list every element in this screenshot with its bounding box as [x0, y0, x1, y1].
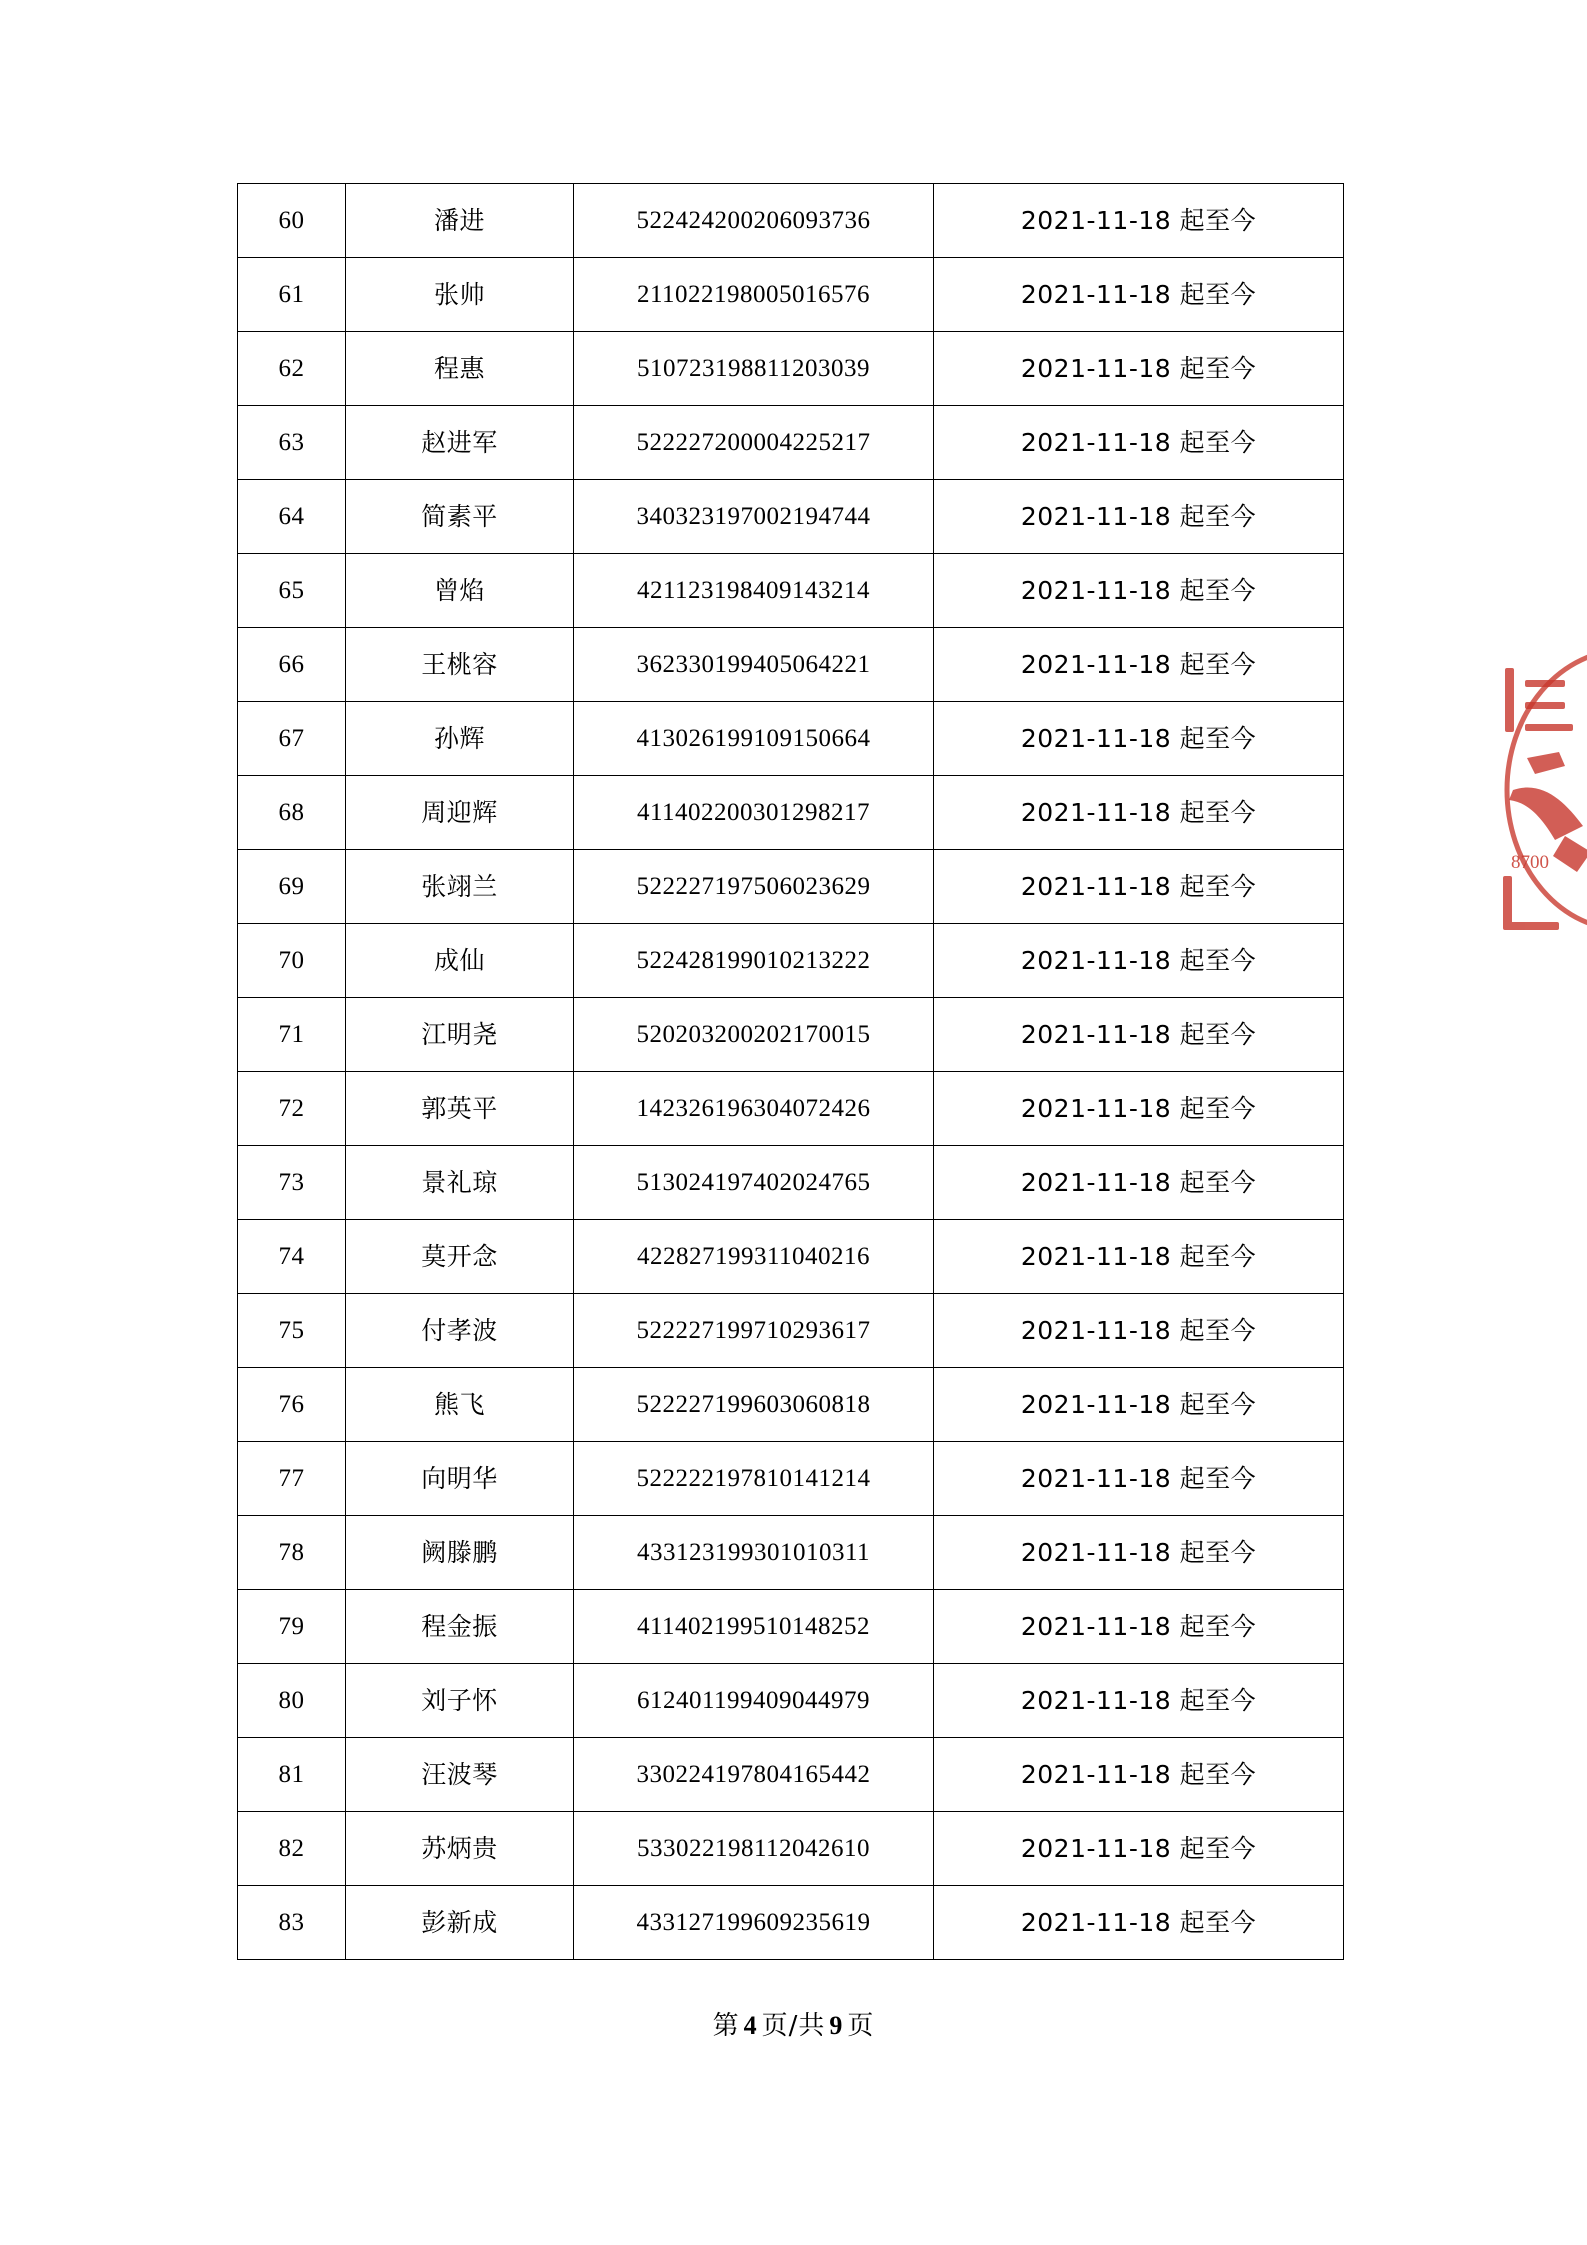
row-id: 612401199409044979 — [574, 1664, 934, 1738]
table-row — [238, 1368, 1344, 1442]
row-index: 78 — [238, 1516, 346, 1590]
row-name: 简素平 — [346, 480, 574, 554]
footer-middle: 页/共 — [761, 2011, 826, 2041]
row-date: 2021-11-18 起至今 — [934, 1886, 1344, 1960]
row-name: 苏炳贵 — [346, 1812, 574, 1886]
row-name: 景礼琼 — [346, 1146, 574, 1220]
row-date: 2021-11-18 起至今 — [934, 258, 1344, 332]
table-row — [238, 184, 1344, 258]
row-name: 彭新成 — [346, 1886, 574, 1960]
row-index: 66 — [238, 628, 346, 702]
roster-table-body — [238, 184, 1344, 1960]
row-index: 61 — [238, 258, 346, 332]
row-date: 2021-11-18 起至今 — [934, 406, 1344, 480]
row-name: 江明尧 — [346, 998, 574, 1072]
row-name: 莫开念 — [346, 1220, 574, 1294]
table-row — [238, 332, 1344, 406]
row-name: 王桃容 — [346, 628, 574, 702]
table-row — [238, 1220, 1344, 1294]
row-date: 2021-11-18 起至今 — [934, 924, 1344, 998]
row-index: 68 — [238, 776, 346, 850]
table-row — [238, 998, 1344, 1072]
row-name: 阙滕鹏 — [346, 1516, 574, 1590]
row-index: 73 — [238, 1146, 346, 1220]
row-id: 522227199710293617 — [574, 1294, 934, 1368]
row-id: 340323197002194744 — [574, 480, 934, 554]
table-row — [238, 258, 1344, 332]
row-id: 522222197810141214 — [574, 1442, 934, 1516]
row-date: 2021-11-18 起至今 — [934, 628, 1344, 702]
row-name: 汪波琴 — [346, 1738, 574, 1812]
table-row — [238, 1886, 1344, 1960]
table-row — [238, 1294, 1344, 1368]
row-index: 63 — [238, 406, 346, 480]
row-index: 67 — [238, 702, 346, 776]
row-id: 522424200206093736 — [574, 184, 934, 258]
row-date: 2021-11-18 起至今 — [934, 1516, 1344, 1590]
row-id: 510723198811203039 — [574, 332, 934, 406]
row-date: 2021-11-18 起至今 — [934, 1442, 1344, 1516]
row-name: 向明华 — [346, 1442, 574, 1516]
page-footer — [0, 2005, 1587, 2042]
table-row — [238, 1812, 1344, 1886]
table-row — [238, 1146, 1344, 1220]
row-index: 72 — [238, 1072, 346, 1146]
table-row — [238, 924, 1344, 998]
row-id: 433123199301010311 — [574, 1516, 934, 1590]
row-date: 2021-11-18 起至今 — [934, 1294, 1344, 1368]
row-index: 80 — [238, 1664, 346, 1738]
row-id: 433127199609235619 — [574, 1886, 934, 1960]
row-index: 79 — [238, 1590, 346, 1664]
row-index: 71 — [238, 998, 346, 1072]
row-id: 413026199109150664 — [574, 702, 934, 776]
row-index: 65 — [238, 554, 346, 628]
row-id: 522227199603060818 — [574, 1368, 934, 1442]
row-name: 周迎辉 — [346, 776, 574, 850]
row-id: 522227197506023629 — [574, 850, 934, 924]
row-name: 潘进 — [346, 184, 574, 258]
row-id: 411402200301298217 — [574, 776, 934, 850]
row-date: 2021-11-18 起至今 — [934, 702, 1344, 776]
table-row — [238, 406, 1344, 480]
row-date: 2021-11-18 起至今 — [934, 554, 1344, 628]
row-index: 77 — [238, 1442, 346, 1516]
row-index: 60 — [238, 184, 346, 258]
table-row — [238, 480, 1344, 554]
svg-text:8700: 8700 — [1511, 852, 1549, 873]
row-id: 513024197402024765 — [574, 1146, 934, 1220]
table-row — [238, 1664, 1344, 1738]
row-name: 张翊兰 — [346, 850, 574, 924]
footer-suffix: 页 — [847, 2011, 875, 2041]
table-row — [238, 702, 1344, 776]
row-id: 142326196304072426 — [574, 1072, 934, 1146]
row-name: 程惠 — [346, 332, 574, 406]
table-row — [238, 628, 1344, 702]
row-date: 2021-11-18 起至今 — [934, 1146, 1344, 1220]
table-row — [238, 1590, 1344, 1664]
row-id: 520203200202170015 — [574, 998, 934, 1072]
row-id: 533022198112042610 — [574, 1812, 934, 1886]
row-name: 曾焰 — [346, 554, 574, 628]
row-date: 2021-11-18 起至今 — [934, 1812, 1344, 1886]
row-name: 成仙 — [346, 924, 574, 998]
row-index: 69 — [238, 850, 346, 924]
row-name: 熊飞 — [346, 1368, 574, 1442]
row-id: 211022198005016576 — [574, 258, 934, 332]
row-date: 2021-11-18 起至今 — [934, 776, 1344, 850]
row-name: 孙辉 — [346, 702, 574, 776]
row-date: 2021-11-18 起至今 — [934, 480, 1344, 554]
row-date: 2021-11-18 起至今 — [934, 998, 1344, 1072]
row-date: 2021-11-18 起至今 — [934, 184, 1344, 258]
row-index: 74 — [238, 1220, 346, 1294]
row-date: 2021-11-18 起至今 — [934, 1738, 1344, 1812]
row-name: 张帅 — [346, 258, 574, 332]
footer-prefix: 第 — [712, 2011, 740, 2041]
row-date: 2021-11-18 起至今 — [934, 1368, 1344, 1442]
row-index: 75 — [238, 1294, 346, 1368]
row-id: 421123198409143214 — [574, 554, 934, 628]
row-name: 付孝波 — [346, 1294, 574, 1368]
table-row — [238, 554, 1344, 628]
red-official-seal — [1495, 640, 1587, 940]
row-name: 程金振 — [346, 1590, 574, 1664]
row-id: 522227200004225217 — [574, 406, 934, 480]
table-row — [238, 850, 1344, 924]
row-index: 70 — [238, 924, 346, 998]
row-date: 2021-11-18 起至今 — [934, 1590, 1344, 1664]
table-row — [238, 1516, 1344, 1590]
row-id: 362330199405064221 — [574, 628, 934, 702]
row-date: 2021-11-18 起至今 — [934, 1664, 1344, 1738]
table-row — [238, 1738, 1344, 1812]
table-row — [238, 1072, 1344, 1146]
row-id: 422827199311040216 — [574, 1220, 934, 1294]
roster-table — [237, 183, 1344, 1960]
row-name: 赵进军 — [346, 406, 574, 480]
row-index: 62 — [238, 332, 346, 406]
row-date: 2021-11-18 起至今 — [934, 332, 1344, 406]
row-id: 330224197804165442 — [574, 1738, 934, 1812]
row-date: 2021-11-18 起至今 — [934, 1220, 1344, 1294]
row-index: 82 — [238, 1812, 346, 1886]
row-index: 76 — [238, 1368, 346, 1442]
row-name: 刘子怀 — [346, 1664, 574, 1738]
row-index: 81 — [238, 1738, 346, 1812]
row-date: 2021-11-18 起至今 — [934, 850, 1344, 924]
row-index: 64 — [238, 480, 346, 554]
footer-total-pages: 9 — [829, 2011, 844, 2040]
row-index: 83 — [238, 1886, 346, 1960]
row-id: 522428199010213222 — [574, 924, 934, 998]
row-name: 郭英平 — [346, 1072, 574, 1146]
row-date: 2021-11-18 起至今 — [934, 1072, 1344, 1146]
row-id: 411402199510148252 — [574, 1590, 934, 1664]
table-row — [238, 1442, 1344, 1516]
roster-table-container — [237, 183, 1343, 1960]
table-row — [238, 776, 1344, 850]
footer-current-page: 4 — [743, 2011, 758, 2040]
